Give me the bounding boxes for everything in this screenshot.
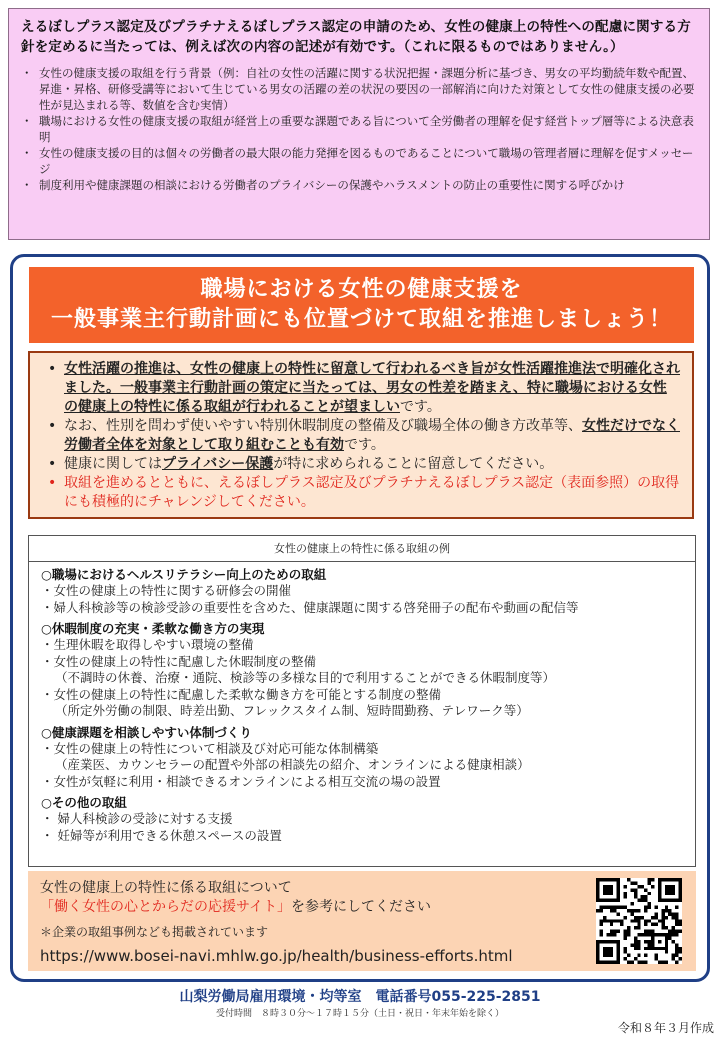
example-detail: （産業医、カウンセラーの配置や外部の相談先の紹介、オンラインによる健康相談） [55, 757, 530, 772]
reference-box [28, 871, 696, 971]
key-points-box [28, 351, 694, 519]
reference-site-name: 「働く女性の心とからだの応援サイト」 [40, 899, 292, 915]
reference-note: ＊企業の取組事例なども掲載されています [40, 925, 269, 939]
policy-guidance-item: ・ 女性の健康支援の目的は個々の労働者の最大限の能力発揮を図るものであることについて職場の管理者層に理解を促すメッセージ [21, 145, 699, 177]
example-item: ・婦人科検診等の検診受診の重要性を含めた、健康課題に関する啓発冊子の配布や動画の配信等 [41, 599, 579, 615]
main-frame [10, 254, 710, 982]
example-item: ・ 婦人科検診の受診に対する支援 [41, 811, 233, 826]
example-item: ・ 妊婦等が利用できる休憩スペースの設置 [41, 827, 282, 843]
example-detail: （不調時の休養、治療・通院、検診等の多様な目的で利用することができる休暇制度等） [55, 670, 556, 685]
policy-guidance-intro: えるぼしプラス認定及びプラチナえるぼしプラス認定の申請のため、女性の健康上の特性への配慮に関する方針を定めるに当たっては、例えば次の内容の記述が有効です。（これに限るものではありません。） [21, 19, 691, 55]
headline-line-2: 一般事業主行動計画にも位置づけて取組を推進しましょう！ [50, 307, 672, 332]
examples-table [28, 535, 696, 867]
key-point-all-workers: • なお、性別を問わず使いやすい特別休暇制度の整備及び職場全体の働き方改革等、女性だけでなく労働者全体を対象として取り組むことも有効です。 [42, 417, 680, 455]
headline-line-1: 職場における女性の健康支援を [200, 277, 523, 302]
headline-banner [29, 267, 694, 343]
examples-body [29, 562, 695, 844]
created-date: 令和８年３月作成 [617, 1021, 714, 1035]
reference-intro: 女性の健康上の特性に係る取組について [40, 880, 292, 896]
policy-guidance-box [8, 8, 710, 240]
policy-guidance-item: ・ 女性の健康支援の取組を行う背景（例：自社の女性の活躍に関する状況把握・課題分析に基づき、男女の平均勤続年数や配置、昇進・昇格、研修受講等において生じている男女の活躍の差の状況の要因の一部解消に向けた対策として女性の健康支援の必要性が見込まれる等、数値を含む実情） [21, 65, 699, 113]
example-section-title: ○健康課題を相談しやすい体制づくり [41, 724, 252, 740]
policy-guidance-item: ・ 職場における女性の健康支援の取組が経営上の重要な課題である旨について全労働者の理解を促す経営トップ層等による決意表明 [21, 113, 699, 145]
contact-office: 山梨労働局雇用環境・均等室 電話番号055-225-2851 [179, 989, 541, 1005]
key-point-certification: • 取組を進めるとともに、えるぼしプラス認定及びプラチナえるぼしプラス認定（表面参照）の取得にも積極的にチャレンジしてください。 [42, 474, 680, 512]
example-section-title: ○その他の取組 [41, 795, 127, 810]
example-item: ・女性の健康上の特性に関する研修会の開催 [41, 583, 292, 598]
qr-code-icon [596, 878, 682, 964]
key-point-privacy: • 健康に関してはプライバシー保護が特に求められることに留意してください。 [42, 455, 680, 474]
examples-header: 女性の健康上の特性に係る取組の例 [29, 536, 695, 562]
example-section-title: ○職場におけるヘルスリテラシー向上のための取組 [41, 567, 327, 582]
example-detail: （所定外労働の制限、時差出勤、フレックスタイム制、短時間勤務、テレワーク等） [55, 703, 529, 718]
reference-url[interactable]: https://www.bosei-navi.mhlw.go.jp/health/business-efforts.html [40, 947, 513, 965]
policy-guidance-list [21, 65, 699, 193]
policy-guidance-item: ・ 制度利用や健康課題の相談における労働者のプライバシーの保護やハラスメントの防止の重要性に関する呼びかけ [21, 177, 699, 193]
example-section-title: ○休暇制度の充実・柔軟な働き方の実現 [41, 621, 265, 636]
example-item: ・女性の健康上の特性について相談及び対応可能な体制構築 [41, 740, 379, 756]
example-item: ・女性の健康上の特性に配慮した柔軟な働き方を可能とする制度の整備 [41, 686, 442, 702]
example-item: ・女性が気軽に利用・相談できるオンラインによる相互交流の場の設置 [41, 773, 441, 789]
reference-site-line: 「働く女性の心とからだの応援サイト」を参考にしてください [40, 899, 432, 915]
example-item: ・女性の健康上の特性に配慮した休暇制度の整備 [41, 653, 317, 669]
key-point-law: • 女性活躍の推進は、女性の健康上の特性に留意して行われるべき旨が女性活躍推進法で明確化されました。一般事業主行動計画の策定に当たっては、男女の性差を踏まえ、特に職場における女性の健康上の特性に係る取組が行われることが望ましいです。 [42, 360, 680, 417]
office-hours: 受付時間 ８時３０分～１７時１５分（土日・祝日・年末年始を除く） [215, 1009, 504, 1019]
example-item: ・生理休暇を取得しやすい環境の整備 [41, 637, 254, 652]
